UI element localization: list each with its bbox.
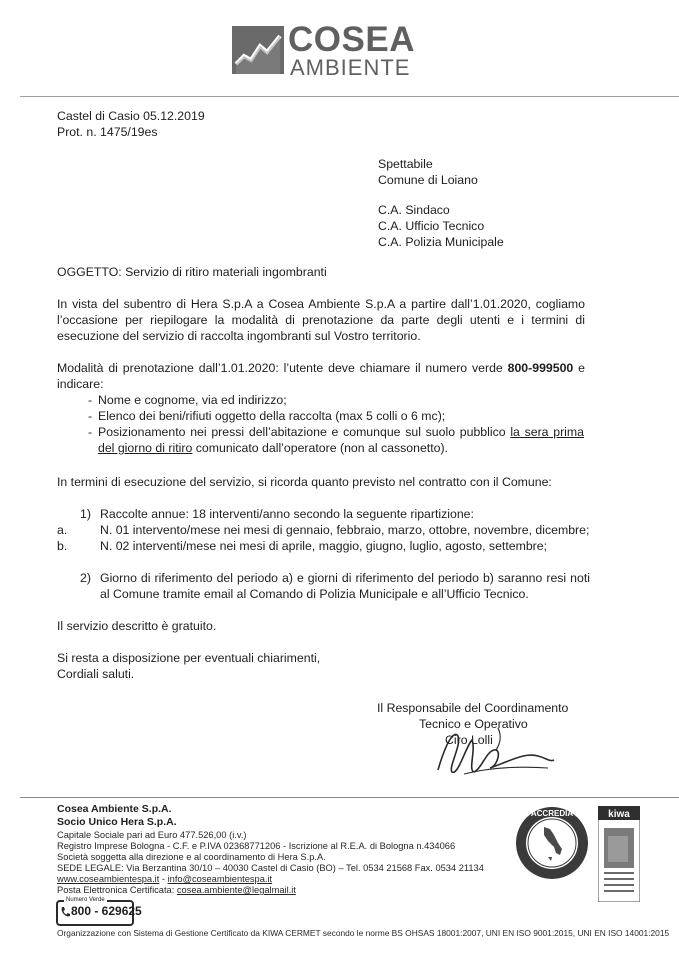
logo-brand-line1: COSEA (288, 20, 415, 59)
logo-mark-icon (232, 26, 284, 74)
list-item (88, 424, 584, 456)
website-link[interactable]: www.coseambientespa.it (57, 874, 160, 884)
subject-line: OGGETTO: Servizio di ritiro materiali ingombranti (57, 265, 327, 279)
footer-seat: SEDE LEGALE: Via Berzantina 30/10 – 40030 Castel di Casio (BO) – Tel. 0534 21568 Fax. 0534 21134 (57, 863, 484, 873)
recipient-line: Comune di Loiano (378, 173, 478, 187)
accredia-seal-icon (514, 805, 590, 881)
recipient-line: Spettabile (378, 157, 433, 171)
list-item (88, 408, 446, 424)
header-divider (20, 96, 679, 97)
certification-note: Organizzazione con Sistema di Gestione Certificato da KIWA CERMET secondo le norme BS OHSAS 18001:2007, UNI EN ISO 9001:2015, UNI EN ISO 14001:2015 (57, 928, 670, 938)
bullet-underlined-text: la sera prima del giorno di ritiro (98, 425, 584, 455)
signature-title: Tecnico e Operativo (419, 717, 528, 731)
logo-brand-line2: AMBIENTE (290, 55, 411, 80)
booking-prefix: Modalità di prenotazione dall’1.01.2020: l’utente deve chiamare il numero verde (57, 361, 508, 375)
item-number: 2) (80, 571, 91, 585)
footer-company: Cosea Ambiente S.p.A. (57, 803, 172, 815)
bullet-text: comunicato dall’operatore (non al cassonetto). (192, 441, 448, 455)
signature-title: Il Responsabile del Coordinamento (377, 701, 569, 715)
footer-capital: Capitale Sociale pari ad Euro 477.526,00 (i.v.) (57, 830, 247, 840)
bullet-text: Nome e cognome, via ed indirizzo; (98, 393, 287, 407)
list-item (88, 392, 287, 408)
attention-line: C.A. Ufficio Tecnico (378, 219, 485, 233)
footer-socio: Socio Unico Hera S.p.A. (57, 816, 177, 828)
signature-name: Ciro Lolli (445, 733, 493, 747)
toll-free-number: 800 - 629625 (71, 904, 142, 918)
booking-paragraph (57, 360, 585, 392)
company-logo (232, 20, 422, 90)
item-text: Giorno di riferimento del periodo a) e giorni di riferimento del periodo b) saranno resi noti al Comune tramite email al Comando di Polizia Municipale e all’Ufficio Tecnico. (100, 571, 590, 601)
footer-direction: Società soggetta alla direzione e al coordinamento di Hera S.p.A. (57, 852, 326, 862)
protocol-number: Prot. n. 1475/19es (57, 125, 158, 139)
email-link[interactable]: info@coseambientespa.it (167, 874, 273, 884)
footer-contacts (57, 874, 272, 886)
pec-label: Posta Elettronica Certificata: (57, 885, 177, 895)
phone-icon (60, 906, 70, 918)
bullet-dash: - (88, 409, 93, 423)
footer-divider (20, 797, 679, 798)
bullet-text: Elenco dei beni/rifiuti oggetto della raccolta (max 5 colli o 6 mc); (98, 409, 446, 423)
free-service-note: Il servizio descritto è gratuito. (57, 619, 217, 633)
footer-pec (57, 885, 296, 897)
pec-link[interactable]: cosea.ambiente@legalmail.it (176, 885, 296, 895)
toll-free-label: Numero Verde (66, 897, 105, 903)
availability-note: Si resta a disposizione per eventuali chiarimenti, (57, 651, 321, 665)
item-letter: b. (57, 539, 68, 553)
bullet-dash: - (88, 393, 93, 407)
place-date: Castel di Casio 05.12.2019 (57, 109, 205, 123)
bullet-dash: - (88, 425, 93, 439)
contacts-separator: - (159, 874, 168, 884)
item-text: N. 02 interventi/mese nei mesi di aprile, maggio, giugno, luglio, agosto, settembre; (100, 539, 548, 553)
booking-suffix: e indicare: (57, 361, 585, 391)
toll-free-number: 800-999500 (507, 361, 574, 375)
intro-paragraph: In vista del subentro di Hera S.p.A a Cosea Ambiente S.p.A a partire dall’1.01.2020, cogliamo l’occasione per riepilogare la modalità di prenotazione da parte degli utenti e i termini di esecuzione del servizio di raccolta ingombranti sul Vostro territorio. (57, 297, 585, 343)
attention-line: C.A. Polizia Municipale (378, 235, 504, 249)
attention-line: C.A. Sindaco (378, 203, 450, 217)
terms-intro: In termini di esecuzione del servizio, si ricorda quanto previsto nel contratto con il Comune: (57, 475, 552, 489)
kiwa-text: kiwa (608, 809, 630, 820)
item-number: 1) (80, 507, 91, 521)
item-letter: a. (57, 523, 68, 537)
handwritten-signature (428, 722, 558, 780)
kiwa-certified-icon (598, 806, 640, 902)
item-text: N. 01 intervento/mese nei mesi di gennaio, febbraio, marzo, ottobre, novembre, dicembre; (100, 523, 590, 537)
accredia-text: ACCREDIA (530, 809, 574, 818)
greeting: Cordiali saluti. (57, 667, 135, 681)
item-text: Raccolte annue: 18 interventi/anno secondo la seguente ripartizione: (100, 507, 474, 521)
bullet-text: Posizionamento nei pressi dell’abitazione e comunque sul suolo pubblico (98, 425, 511, 439)
footer-register: Registro Imprese Bologna - C.F. e P.IVA 02368771206 - Iscrizione al R.E.A. di Bologna n.434066 (57, 841, 456, 851)
